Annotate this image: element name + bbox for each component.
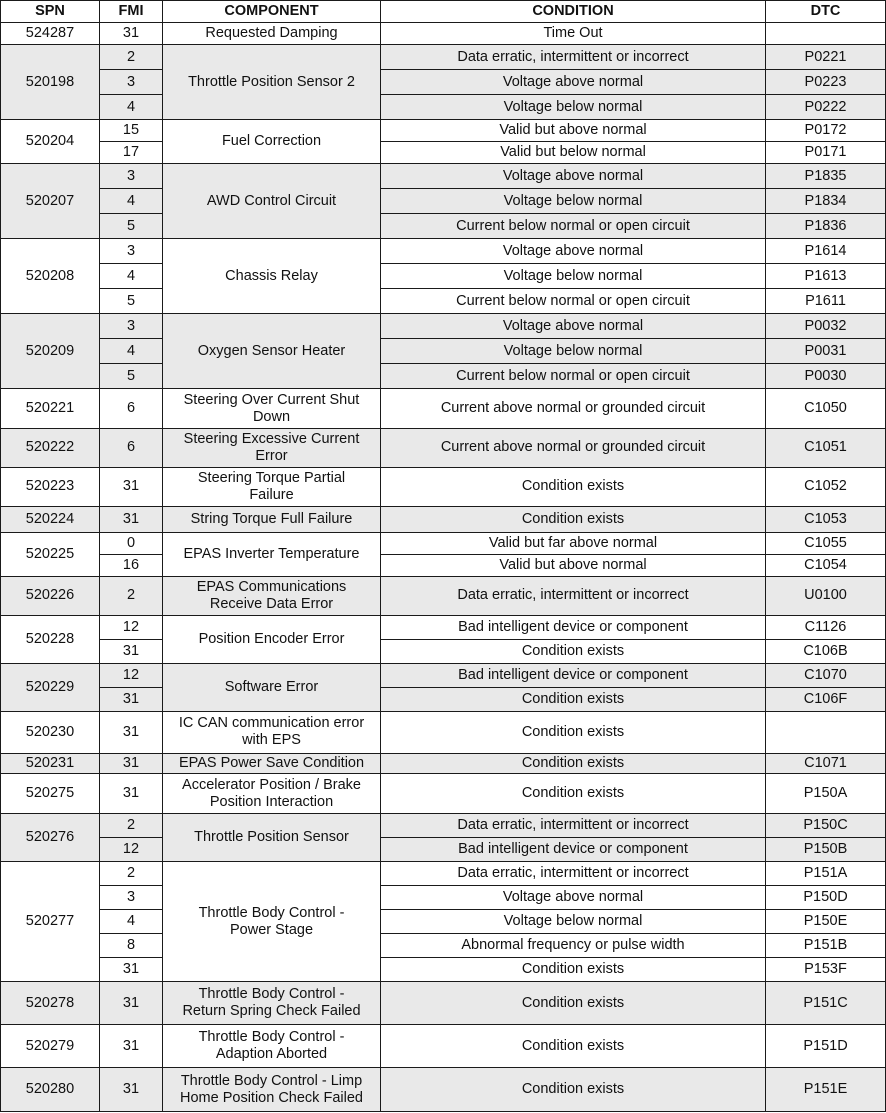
condition-cell: Current above normal or grounded circuit bbox=[381, 428, 766, 467]
component-line: Fuel Correction bbox=[221, 133, 322, 150]
dtc-cell: P153F bbox=[766, 958, 886, 982]
dtc-cell: C1055 bbox=[766, 532, 886, 554]
dtc-cell: P0031 bbox=[766, 339, 886, 364]
component-cell bbox=[163, 774, 381, 814]
fmi-cell: 31 bbox=[100, 506, 163, 532]
dtc-cell: P1835 bbox=[766, 164, 886, 189]
table-row bbox=[1, 862, 886, 886]
fmi-cell: 31 bbox=[100, 23, 163, 45]
condition-cell: Voltage above normal bbox=[381, 239, 766, 264]
table-row bbox=[1, 1025, 886, 1068]
dtc-cell: P1613 bbox=[766, 264, 886, 289]
fmi-cell: 2 bbox=[100, 814, 163, 838]
component-line: Adaption Aborted bbox=[215, 1046, 328, 1063]
component-line: IC CAN communication error bbox=[178, 715, 365, 732]
dtc-cell: P0030 bbox=[766, 364, 886, 389]
fmi-cell: 16 bbox=[100, 554, 163, 576]
condition-cell: Current above normal or grounded circuit bbox=[381, 389, 766, 428]
table-row bbox=[1, 754, 886, 774]
component-cell bbox=[163, 428, 381, 467]
dtc-cell: P151E bbox=[766, 1068, 886, 1112]
fmi-cell: 31 bbox=[100, 1025, 163, 1068]
dtc-cell: C1050 bbox=[766, 389, 886, 428]
condition-cell: Time Out bbox=[381, 23, 766, 45]
condition-cell: Condition exists bbox=[381, 639, 766, 663]
condition-cell: Valid but above normal bbox=[381, 554, 766, 576]
fmi-cell: 31 bbox=[100, 639, 163, 663]
table-row bbox=[1, 70, 886, 95]
spn-cell: 520223 bbox=[1, 467, 100, 506]
fmi-cell: 4 bbox=[100, 264, 163, 289]
table-row bbox=[1, 239, 886, 264]
component-cell bbox=[163, 45, 381, 120]
component-line: Throttle Body Control - Limp bbox=[180, 1072, 363, 1089]
fmi-cell: 31 bbox=[100, 958, 163, 982]
condition-cell: Data erratic, intermittent or incorrect bbox=[381, 814, 766, 838]
dtc-cell: C1053 bbox=[766, 506, 886, 532]
spn-cell: 520208 bbox=[1, 239, 100, 314]
table-row bbox=[1, 934, 886, 958]
fmi-cell: 12 bbox=[100, 838, 163, 862]
component-cell bbox=[163, 711, 381, 753]
component-line: Return Spring Check Failed bbox=[182, 1003, 361, 1020]
spn-cell: 520278 bbox=[1, 982, 100, 1025]
dtc-cell: C1071 bbox=[766, 754, 886, 774]
fmi-cell: 3 bbox=[100, 314, 163, 339]
fmi-cell: 31 bbox=[100, 982, 163, 1025]
fmi-cell: 3 bbox=[100, 239, 163, 264]
dtc-cell: P1614 bbox=[766, 239, 886, 264]
fmi-cell: 31 bbox=[100, 754, 163, 774]
component-line: Accelerator Position / Brake bbox=[182, 776, 361, 793]
component-line: with EPS bbox=[242, 732, 301, 749]
component-cell bbox=[163, 164, 381, 239]
dtc-cell: P151C bbox=[766, 982, 886, 1025]
table-row bbox=[1, 314, 886, 339]
condition-cell: Data erratic, intermittent or incorrect bbox=[381, 862, 766, 886]
header-row bbox=[1, 1, 886, 23]
condition-cell: Bad intelligent device or component bbox=[381, 838, 766, 862]
spn-cell: 520228 bbox=[1, 615, 100, 663]
component-line: Receive Data Error bbox=[209, 595, 334, 612]
dtc-cell: P0221 bbox=[766, 45, 886, 70]
component-line: EPAS Inverter Temperature bbox=[183, 545, 360, 562]
fmi-cell: 0 bbox=[100, 532, 163, 554]
component-line: Failure bbox=[249, 486, 294, 503]
condition-cell: Voltage above normal bbox=[381, 164, 766, 189]
table-row bbox=[1, 289, 886, 314]
spn-cell: 520221 bbox=[1, 389, 100, 428]
dtc-cell: P1834 bbox=[766, 189, 886, 214]
table-row bbox=[1, 120, 886, 142]
table-row bbox=[1, 45, 886, 70]
component-line: Position Encoder Error bbox=[198, 630, 345, 647]
header-spn: SPN bbox=[1, 1, 100, 23]
table-row bbox=[1, 554, 886, 576]
condition-cell: Data erratic, intermittent or incorrect bbox=[381, 45, 766, 70]
component-cell bbox=[163, 1025, 381, 1068]
condition-cell: Voltage below normal bbox=[381, 910, 766, 934]
table-row bbox=[1, 711, 886, 753]
table-row bbox=[1, 886, 886, 910]
component-line: Power Stage bbox=[229, 921, 314, 938]
fmi-cell: 31 bbox=[100, 711, 163, 753]
component-cell bbox=[163, 982, 381, 1025]
component-cell bbox=[163, 23, 381, 45]
component-line: Chassis Relay bbox=[225, 267, 318, 284]
spn-cell: 524287 bbox=[1, 23, 100, 45]
table-row bbox=[1, 339, 886, 364]
fmi-cell: 3 bbox=[100, 164, 163, 189]
fmi-cell: 2 bbox=[100, 576, 163, 615]
condition-cell: Condition exists bbox=[381, 687, 766, 711]
component-line: Throttle Body Control - bbox=[198, 904, 345, 921]
table-row bbox=[1, 189, 886, 214]
component-line: Steering Excessive Current bbox=[183, 430, 360, 447]
spn-cell: 520275 bbox=[1, 774, 100, 814]
component-cell bbox=[163, 467, 381, 506]
condition-cell: Condition exists bbox=[381, 754, 766, 774]
table-row bbox=[1, 364, 886, 389]
table-row bbox=[1, 23, 886, 45]
dtc-cell: P0223 bbox=[766, 70, 886, 95]
fmi-cell: 6 bbox=[100, 389, 163, 428]
component-line: Throttle Body Control - bbox=[198, 986, 345, 1003]
table-row bbox=[1, 982, 886, 1025]
condition-cell: Condition exists bbox=[381, 1068, 766, 1112]
spn-cell: 520280 bbox=[1, 1068, 100, 1112]
spn-cell: 520207 bbox=[1, 164, 100, 239]
condition-cell: Data erratic, intermittent or incorrect bbox=[381, 576, 766, 615]
table-row bbox=[1, 838, 886, 862]
component-line: Oxygen Sensor Heater bbox=[197, 342, 346, 359]
fmi-cell: 31 bbox=[100, 467, 163, 506]
spn-cell: 520204 bbox=[1, 120, 100, 164]
component-cell bbox=[163, 506, 381, 532]
component-cell bbox=[163, 314, 381, 389]
condition-cell: Valid but far above normal bbox=[381, 532, 766, 554]
table-row bbox=[1, 264, 886, 289]
dtc-cell: P0172 bbox=[766, 120, 886, 142]
condition-cell: Voltage below normal bbox=[381, 264, 766, 289]
spn-cell: 520229 bbox=[1, 663, 100, 711]
condition-cell: Current below normal or open circuit bbox=[381, 289, 766, 314]
component-line: Position Interaction bbox=[209, 793, 334, 810]
spn-cell: 520209 bbox=[1, 314, 100, 389]
component-cell bbox=[163, 239, 381, 314]
component-line: EPAS Power Save Condition bbox=[178, 755, 365, 772]
fmi-cell: 31 bbox=[100, 1068, 163, 1112]
table-row bbox=[1, 164, 886, 189]
condition-cell: Current below normal or open circuit bbox=[381, 364, 766, 389]
table-row bbox=[1, 532, 886, 554]
table-row bbox=[1, 958, 886, 982]
spn-cell: 520226 bbox=[1, 576, 100, 615]
spn-cell: 520276 bbox=[1, 814, 100, 862]
fmi-cell: 15 bbox=[100, 120, 163, 142]
fmi-cell: 31 bbox=[100, 774, 163, 814]
dtc-cell: U0100 bbox=[766, 576, 886, 615]
spn-cell: 520231 bbox=[1, 754, 100, 774]
component-line: Software Error bbox=[224, 678, 319, 695]
table-row bbox=[1, 467, 886, 506]
component-cell bbox=[163, 862, 381, 982]
condition-cell: Voltage above normal bbox=[381, 314, 766, 339]
condition-cell: Bad intelligent device or component bbox=[381, 615, 766, 639]
spn-cell: 520277 bbox=[1, 862, 100, 982]
component-cell bbox=[163, 532, 381, 576]
dtc-cell: C106B bbox=[766, 639, 886, 663]
fmi-cell: 4 bbox=[100, 95, 163, 120]
fmi-cell: 5 bbox=[100, 289, 163, 314]
condition-cell: Voltage below normal bbox=[381, 339, 766, 364]
component-line: Home Position Check Failed bbox=[180, 1089, 363, 1106]
spn-cell: 520225 bbox=[1, 532, 100, 576]
table-row bbox=[1, 814, 886, 838]
fmi-cell: 5 bbox=[100, 364, 163, 389]
component-line: AWD Control Circuit bbox=[206, 192, 337, 209]
dtc-cell: P150D bbox=[766, 886, 886, 910]
fmi-cell: 4 bbox=[100, 189, 163, 214]
dtc-cell: P151A bbox=[766, 862, 886, 886]
dtc-cell: C1126 bbox=[766, 615, 886, 639]
component-line: Down bbox=[252, 408, 291, 425]
fmi-cell: 4 bbox=[100, 910, 163, 934]
table-row bbox=[1, 389, 886, 428]
fmi-cell: 4 bbox=[100, 339, 163, 364]
dtc-cell: P150C bbox=[766, 814, 886, 838]
fmi-cell: 12 bbox=[100, 615, 163, 639]
table-row bbox=[1, 687, 886, 711]
component-line: Steering Torque Partial bbox=[197, 469, 346, 486]
table-row bbox=[1, 774, 886, 814]
dtc-cell bbox=[766, 711, 886, 753]
table-row bbox=[1, 506, 886, 532]
table-row bbox=[1, 615, 886, 639]
fmi-cell: 2 bbox=[100, 862, 163, 886]
condition-cell: Condition exists bbox=[381, 467, 766, 506]
fmi-cell: 5 bbox=[100, 214, 163, 239]
condition-cell: Condition exists bbox=[381, 711, 766, 753]
component-cell bbox=[163, 1068, 381, 1112]
table-row bbox=[1, 428, 886, 467]
dtc-cell: P151B bbox=[766, 934, 886, 958]
dtc-cell: C1070 bbox=[766, 663, 886, 687]
component-cell bbox=[163, 663, 381, 711]
component-line: EPAS Communications bbox=[196, 578, 347, 595]
component-cell bbox=[163, 120, 381, 164]
table-row bbox=[1, 576, 886, 615]
component-cell bbox=[163, 389, 381, 428]
component-cell bbox=[163, 576, 381, 615]
condition-cell: Condition exists bbox=[381, 982, 766, 1025]
component-line: String Torque Full Failure bbox=[190, 510, 353, 527]
condition-cell: Valid but below normal bbox=[381, 142, 766, 164]
condition-cell: Condition exists bbox=[381, 774, 766, 814]
condition-cell: Voltage below normal bbox=[381, 95, 766, 120]
spn-cell: 520222 bbox=[1, 428, 100, 467]
dtc-cell: C1054 bbox=[766, 554, 886, 576]
fmi-cell: 2 bbox=[100, 45, 163, 70]
dtc-cell: P150A bbox=[766, 774, 886, 814]
header-fmi: FMI bbox=[100, 1, 163, 23]
fmi-cell: 17 bbox=[100, 142, 163, 164]
dtc-cell: P0171 bbox=[766, 142, 886, 164]
component-line: Throttle Position Sensor bbox=[194, 829, 349, 846]
table-row bbox=[1, 142, 886, 164]
condition-cell: Voltage below normal bbox=[381, 189, 766, 214]
fmi-cell: 3 bbox=[100, 886, 163, 910]
table-row bbox=[1, 95, 886, 120]
component-line: Error bbox=[255, 447, 288, 464]
dtc-cell: C1052 bbox=[766, 467, 886, 506]
component-line: Throttle Body Control - bbox=[198, 1029, 345, 1046]
dtc-cell: P0222 bbox=[766, 95, 886, 120]
spn-cell: 520230 bbox=[1, 711, 100, 753]
spn-cell: 520224 bbox=[1, 506, 100, 532]
fmi-cell: 8 bbox=[100, 934, 163, 958]
dtc-cell: P1611 bbox=[766, 289, 886, 314]
component-line: Steering Over Current Shut bbox=[183, 391, 360, 408]
spn-cell: 520198 bbox=[1, 45, 100, 120]
header-condition: CONDITION bbox=[381, 1, 766, 23]
table-row bbox=[1, 1068, 886, 1112]
header-component: COMPONENT bbox=[163, 1, 381, 23]
condition-cell: Voltage above normal bbox=[381, 70, 766, 95]
dtc-cell: C1051 bbox=[766, 428, 886, 467]
dtc-cell bbox=[766, 23, 886, 45]
component-line: Requested Damping bbox=[205, 25, 338, 42]
condition-cell: Current below normal or open circuit bbox=[381, 214, 766, 239]
dtc-cell: C106F bbox=[766, 687, 886, 711]
component-cell bbox=[163, 754, 381, 774]
spn-cell: 520279 bbox=[1, 1025, 100, 1068]
table-row bbox=[1, 214, 886, 239]
condition-cell: Condition exists bbox=[381, 1025, 766, 1068]
table-row bbox=[1, 910, 886, 934]
component-cell bbox=[163, 615, 381, 663]
table-body bbox=[1, 23, 886, 1112]
fmi-cell: 3 bbox=[100, 70, 163, 95]
dtc-cell: P150E bbox=[766, 910, 886, 934]
fmi-cell: 31 bbox=[100, 687, 163, 711]
fmi-cell: 12 bbox=[100, 663, 163, 687]
dtc-cell: P151D bbox=[766, 1025, 886, 1068]
component-cell bbox=[163, 814, 381, 862]
component-line: Throttle Position Sensor 2 bbox=[188, 73, 355, 90]
condition-cell: Valid but above normal bbox=[381, 120, 766, 142]
condition-cell: Bad intelligent device or component bbox=[381, 663, 766, 687]
dtc-cell: P1836 bbox=[766, 214, 886, 239]
condition-cell: Condition exists bbox=[381, 958, 766, 982]
fmi-cell: 6 bbox=[100, 428, 163, 467]
condition-cell: Voltage above normal bbox=[381, 886, 766, 910]
table-row bbox=[1, 663, 886, 687]
dtc-cell: P150B bbox=[766, 838, 886, 862]
condition-cell: Abnormal frequency or pulse width bbox=[381, 934, 766, 958]
condition-cell: Condition exists bbox=[381, 506, 766, 532]
header-dtc: DTC bbox=[766, 1, 886, 23]
table-row bbox=[1, 639, 886, 663]
dtc-cell: P0032 bbox=[766, 314, 886, 339]
